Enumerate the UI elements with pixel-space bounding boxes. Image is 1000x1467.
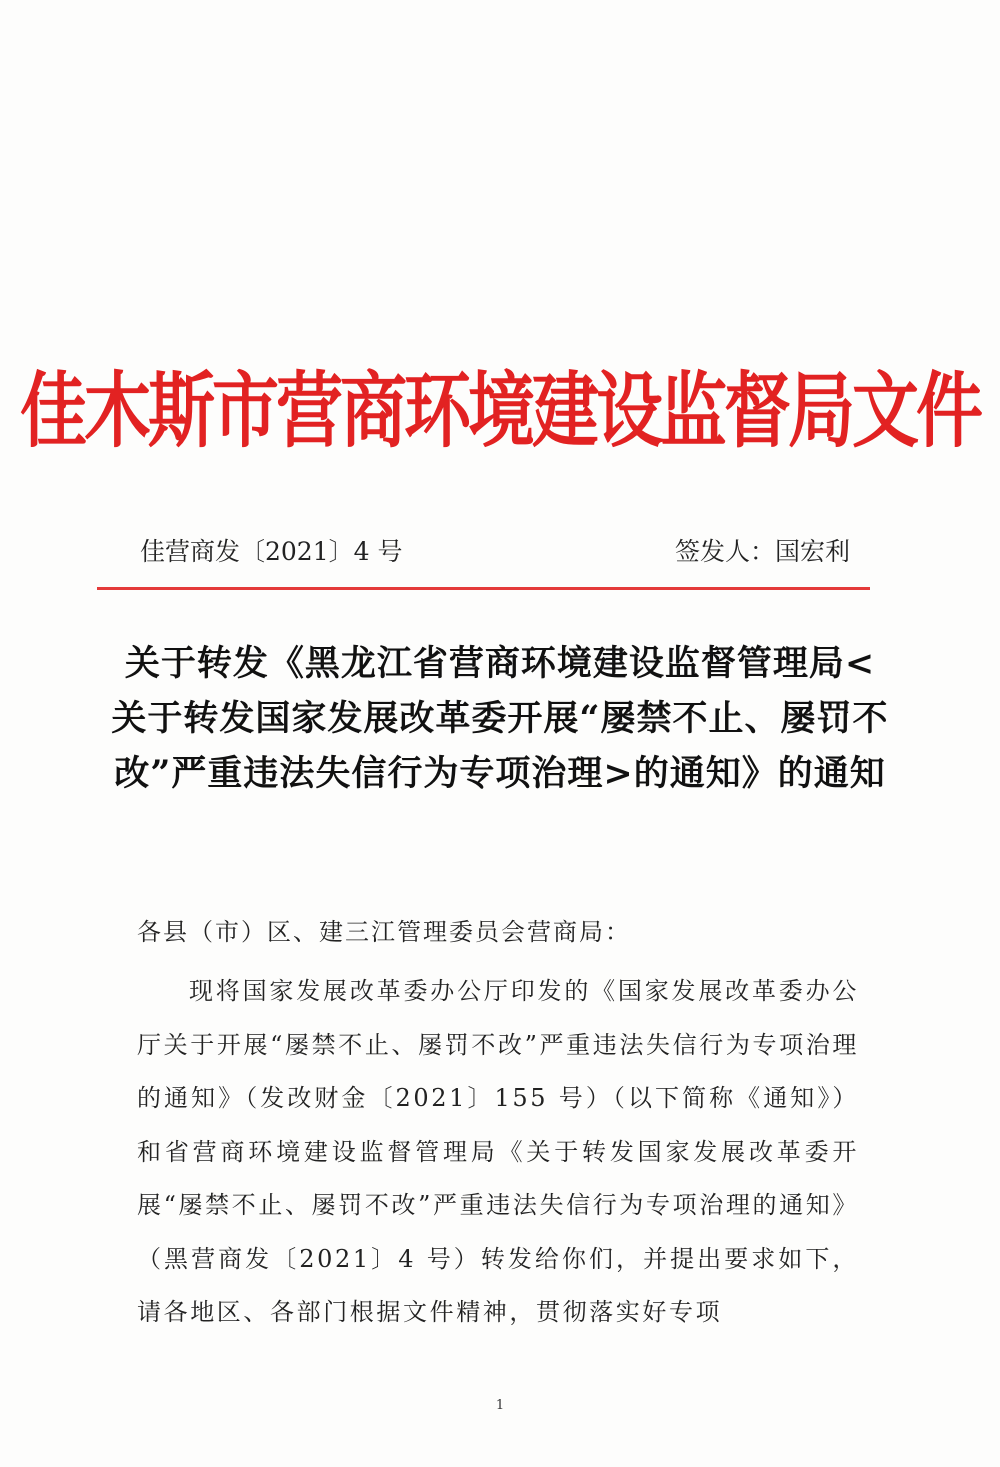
salutation: 各县（市）区、建三江管理委员会营商局： [137,918,631,946]
page-number: 1 [495,1398,505,1413]
document-number: 佳营商发〔2021〕4 号 [140,537,403,566]
body-paragraph: 现将国家发展改革委办公厅印发的《国家发展改革委办公厅关于开展“屡禁不止、屡罚不改”严重违法失信行为专项治理的通知》（发改财金〔2021〕155 号）（以下简称《通知》）和省营商环境建设监督管理局《关于转发国家发展改革委开展“屡禁不止、屡罚不改”严重违法失信行为专项治理的通知》（黑营商发〔2021〕4 号）转发给你们，并提出要求如下，请各地区、各部门根据文件精神，贯彻落实好专项 [137,977,859,1326]
red-divider-line [97,587,870,590]
document-masthead: 佳木斯市营商环境建设监督局文件 [20,362,980,459]
signer: 签发人：国宏利 [674,537,850,566]
document-title: 关于转发《黑龙江省营商环境建设监督管理局<关于转发国家发展改革委开展“屡禁不止、屡罚不改”严重违法失信行为专项治理>的通知》的通知 [111,643,889,794]
